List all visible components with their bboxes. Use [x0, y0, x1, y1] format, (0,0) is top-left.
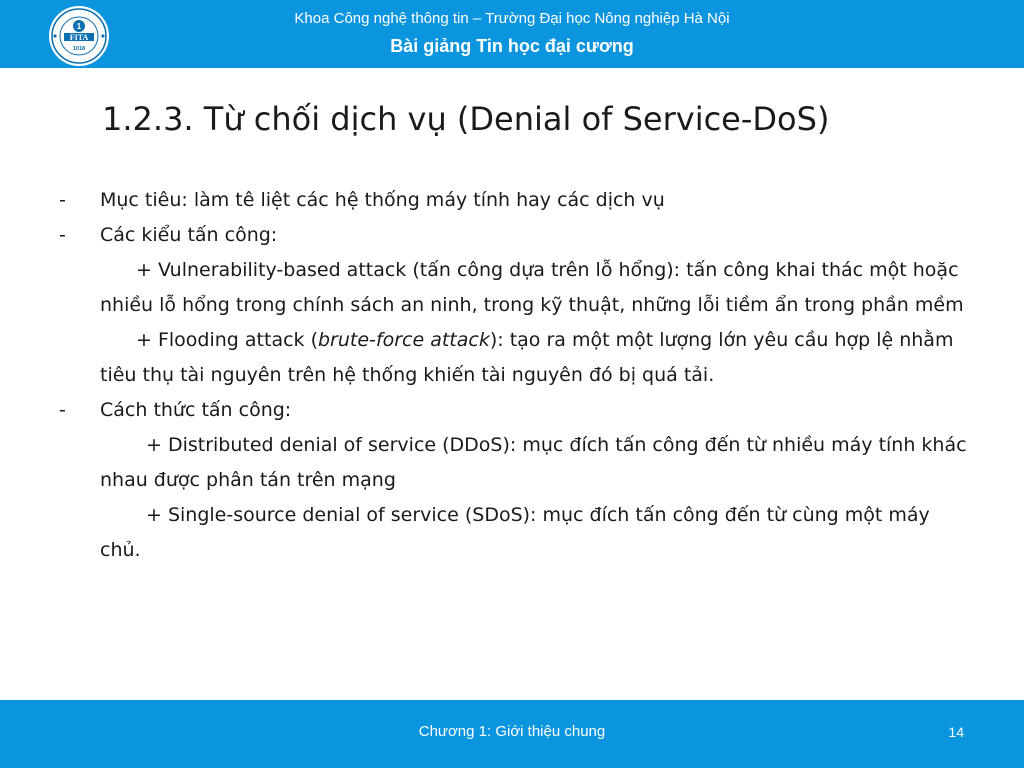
- header-course-title: Bài giảng Tin học đại cương: [390, 36, 634, 56]
- flooding-prefix: + Flooding attack (: [136, 329, 318, 351]
- slide-title: 1.2.3. Từ chối dịch vụ (Denial of Service-DoS): [102, 100, 830, 138]
- bullet-dash: -: [59, 399, 66, 421]
- bullet-objective: [57, 183, 977, 218]
- logo-text: FITA: [69, 33, 89, 42]
- sub-item-sdos: + Single-source denial of service (SDoS): mục đích tấn công đến từ cùng một máy chủ.: [100, 504, 930, 561]
- footer-bar: [0, 700, 1024, 768]
- bullet-dash: -: [59, 224, 66, 246]
- sub-item-flooding: [100, 323, 970, 393]
- bullet-text: Cách thức tấn công:: [100, 399, 292, 421]
- bullet-text: Các kiểu tấn công:: [100, 224, 278, 246]
- footer-chapter: Chương 1: Giới thiệu chung: [418, 723, 606, 740]
- page-number: 14: [948, 724, 964, 740]
- header-institution: Khoa Công nghệ thông tin – Trường Đại học Nông nghiệp Hà Nội: [294, 10, 730, 27]
- logo-year: 1018: [72, 46, 86, 52]
- bullet-dash: -: [59, 189, 66, 211]
- header-bar: [0, 0, 1024, 68]
- bullet-attack-types: [57, 218, 977, 253]
- sub-item-ddos: + Distributed denial of service (DDoS): mục đích tấn công đến từ nhiều máy tính khác nhau được phân tán trên mạng: [100, 434, 967, 491]
- flooding-italic: brute-force attack: [317, 329, 490, 351]
- bullet-text: Mục tiêu: làm tê liệt các hệ thống máy tính hay các dịch vụ: [100, 189, 665, 211]
- slide-content: [57, 183, 977, 568]
- flooding-suffix: ): tạo ra một một lượng lớn yêu cầu hợp lệ nhằm tiêu thụ tài nguyên trên hệ thống khiến tài nguyên đó bị quá tải.: [100, 329, 954, 386]
- sub-item-vulnerability: + Vulnerability-based attack (tấn công dựa trên lỗ hổng): tấn công khai thác một hoặc nhiều lỗ hổng trong chính sách an ninh, trong kỹ thuật, những lỗi tiềm ẩn trong phần mềm: [100, 259, 964, 316]
- bullet-attack-methods: [57, 393, 977, 428]
- svg-text:1: 1: [76, 22, 82, 31]
